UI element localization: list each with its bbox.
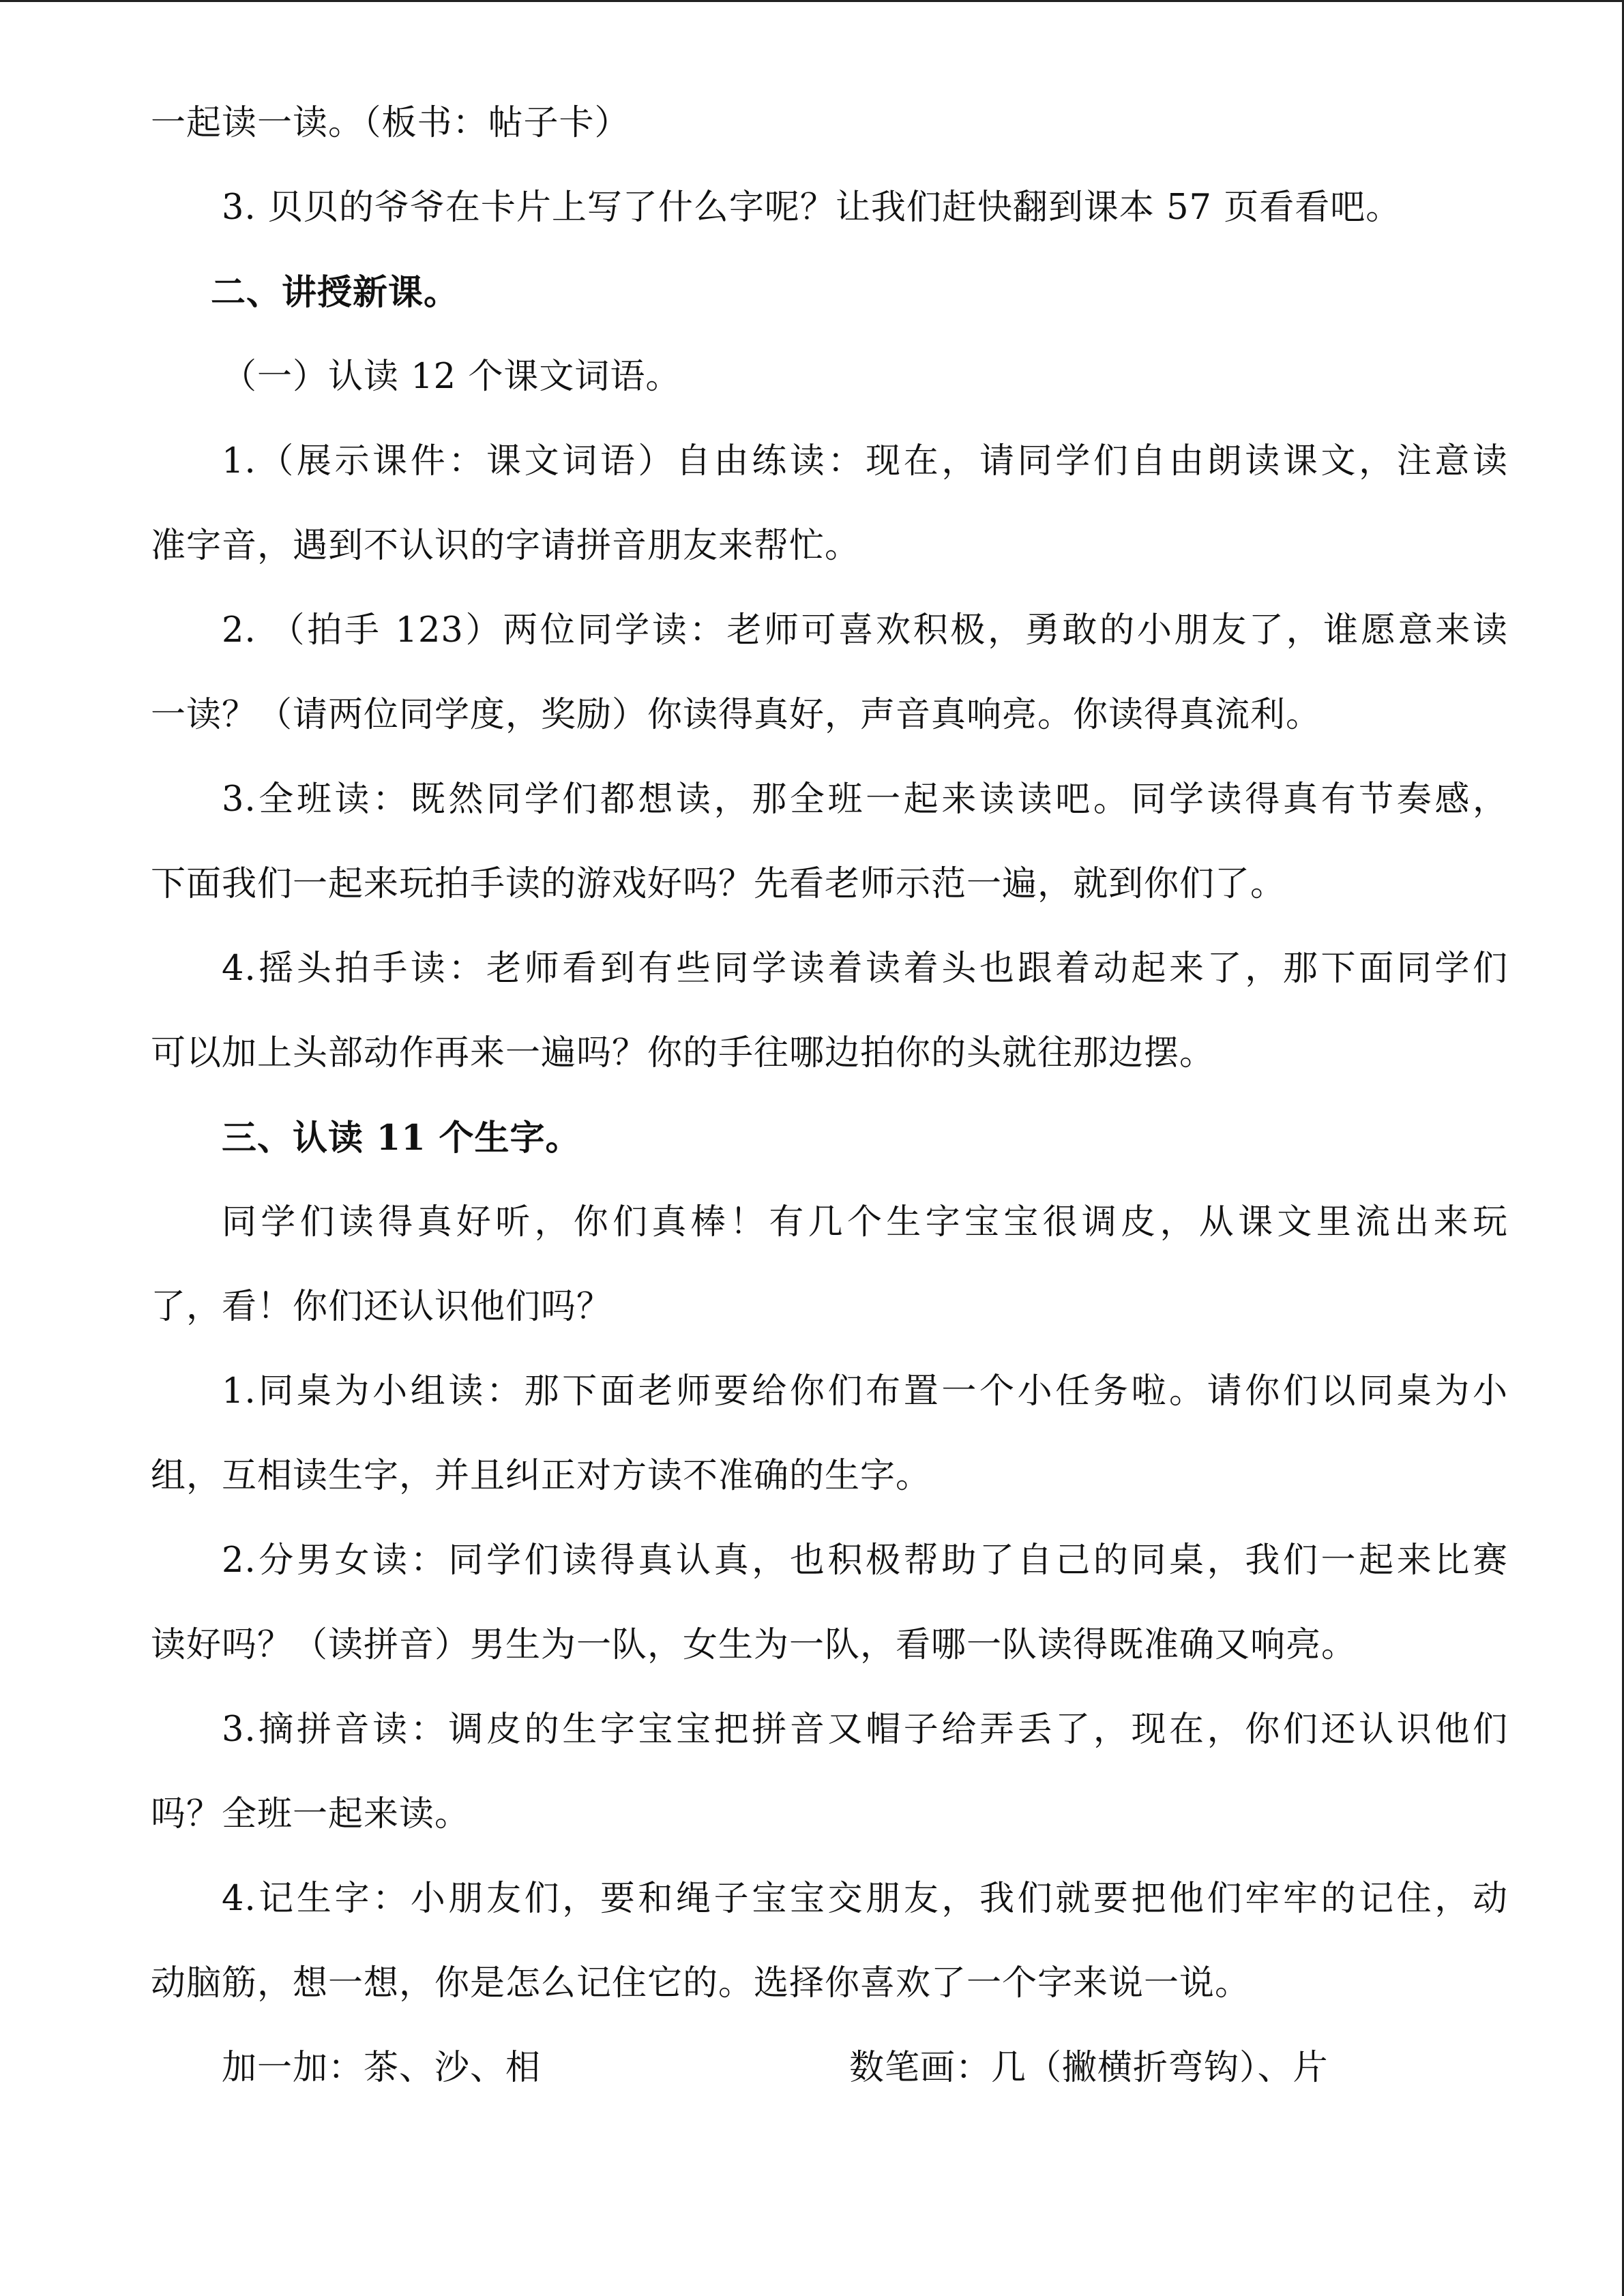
method-add-strokes: 加一加：茶、沙、相 — [222, 2048, 542, 2088]
section-heading: 二、讲授新课。 — [211, 272, 460, 313]
document-body — [151, 102, 1508, 2132]
method-row — [151, 2047, 1508, 2089]
paragraph-line: 1.同桌为小组读：那下面老师要给你们布置一个小任务啦。请你们以同桌为小 — [222, 1371, 1508, 1412]
paragraph-line: 可以加上头部动作再来一遍吗？你的手往哪边拍你的头就往那边摆。 — [151, 1033, 1215, 1073]
paragraph-line: 了，看！你们还认识他们吗？ — [151, 1287, 612, 1327]
paragraph-line: 2. （拍手 123）两位同学读：老师可喜欢积极，勇敢的小朋友了，谁愿意来读 — [222, 610, 1508, 651]
section-heading: 三、认读 11 个生字。 — [222, 1118, 581, 1159]
paragraph-line: 组，互相读生字，并且纠正对方读不准确的生字。 — [151, 1456, 932, 1496]
paragraph-line: 3.全班读：既然同学们都想读，那全班一起来读读吧。同学读得真有节奏感， — [222, 779, 1508, 820]
method-count-strokes: 数笔画：几（撇横折弯钩）、片 — [849, 2048, 1329, 2088]
paragraph-line: 读好吗？（读拼音）男生为一队，女生为一队，看哪一队读得既准确又响亮。 — [151, 1625, 1357, 1665]
paragraph-line: 3.摘拼音读：调皮的生字宝宝把拼音又帽子给弄丢了，现在，你们还认识他们 — [222, 1710, 1508, 1750]
paragraph-line: 一读？（请两位同学度，奖励）你读得真好，声音真响亮。你读得真流利。 — [151, 695, 1322, 735]
paragraph-line: 1.（展示课件：课文词语）自由练读：现在，请同学们自由朗读课文，注意读 — [222, 441, 1508, 481]
paragraph-line: 4.记生字：小朋友们，要和绳子宝宝交朋友，我们就要把他们牢牢的记住，动 — [222, 1879, 1508, 1919]
paragraph-line: 吗？全班一起来读。 — [151, 1794, 471, 1834]
subsection-heading: （一）认读 12 个课文词语。 — [222, 357, 681, 397]
paragraph-line: 3. 贝贝的爷爷在卡片上写了什么字呢？让我们赶快翻到课本 57 页看看吧。 — [222, 188, 1402, 228]
paragraph-line: 动脑筋，想一想，你是怎么记住它的。选择你喜欢了一个字来说一说。 — [151, 1963, 1251, 2003]
paragraph-line: 一起读一读。（板书：帖子卡） — [151, 103, 630, 143]
paragraph-line: 下面我们一起来玩拍手读的游戏好吗？先看老师示范一遍，就到你们了。 — [151, 864, 1286, 904]
paragraph-line: 同学们读得真好听，你们真棒！有几个生字宝宝很调皮，从课文里流出来玩 — [222, 1202, 1508, 1242]
paragraph-line: 准字音，遇到不认识的字请拼音朋友来帮忙。 — [151, 526, 861, 566]
paragraph-line: 4.摇头拍手读：老师看到有些同学读着读着头也跟着动起来了，那下面同学们 — [222, 949, 1508, 989]
paragraph-line: 2.分男女读：同学们读得真认真，也积极帮助了自己的同桌，我们一起来比赛 — [222, 1540, 1508, 1581]
page-border-top — [0, 0, 1624, 2]
